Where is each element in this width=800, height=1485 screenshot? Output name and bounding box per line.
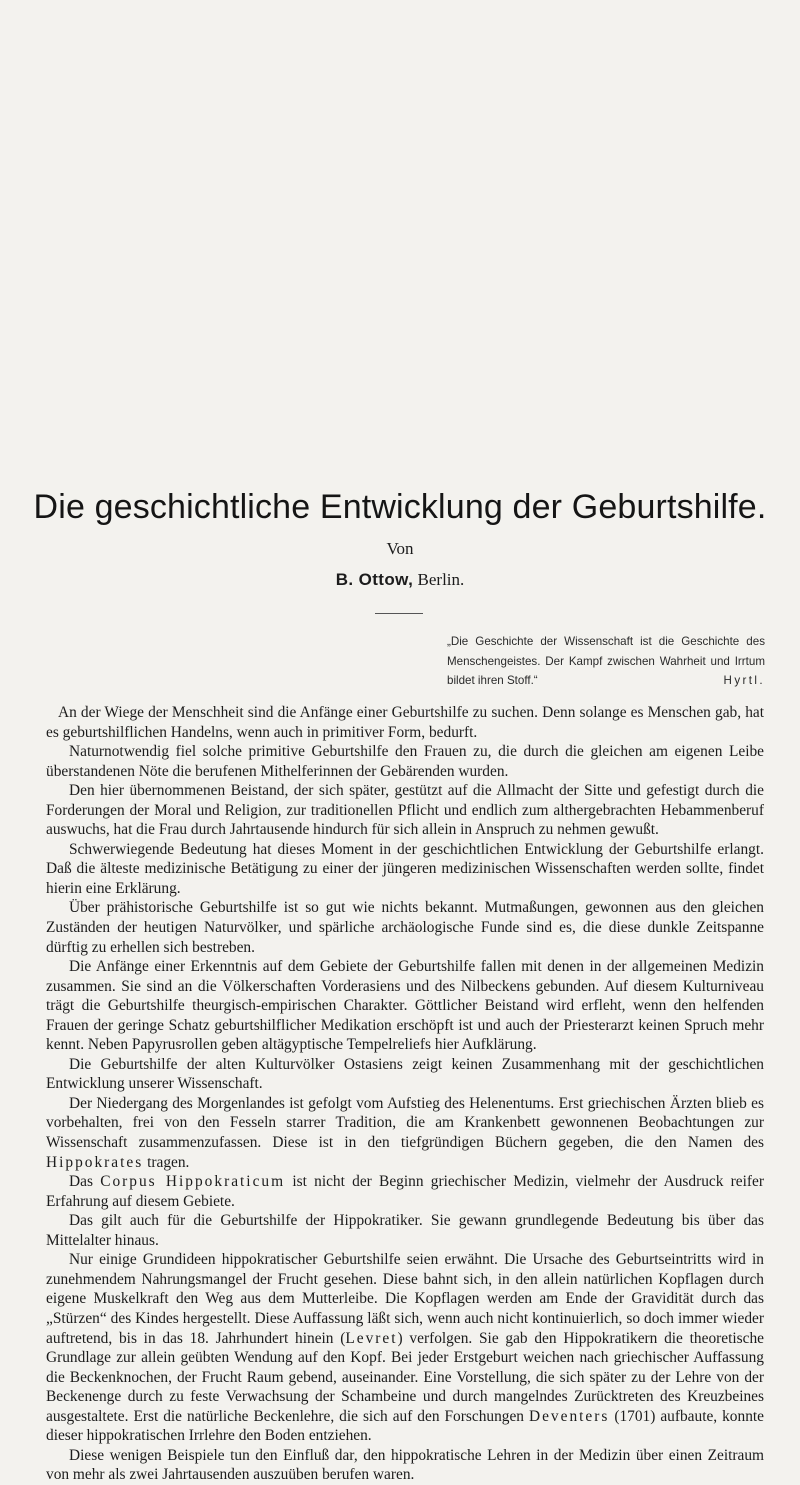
article-body (46, 703, 764, 1485)
paragraph-text: Schwerwiegende Bedeutung hat dieses Moment in der geschichtlichen Entwicklung der Geburtshilfe erlangt. Daß die älteste medizinische Betätigung zu einer der jüngeren medizinischen Wissenschaften werden sollte, findet hierin eine Erklärung. (46, 840, 764, 897)
spaced-emphasis: Corpus Hippokraticum (100, 1173, 286, 1191)
body-paragraph (46, 957, 764, 1055)
body-paragraph (46, 1250, 764, 1445)
body-paragraph (46, 781, 764, 840)
paragraph-text: Das (69, 1173, 101, 1191)
epigraph (447, 632, 765, 691)
spaced-emphasis: Deventers (528, 1407, 610, 1425)
body-paragraph (46, 742, 764, 781)
author-name: B. Ottow, (335, 570, 414, 589)
epigraph-source: Hyrtl. (723, 674, 765, 687)
paragraph-text: Über prähistorische Geburtshilfe ist so gut wie nichts bekannt. Mutmaßungen, gewonnen aus den gleichen Zuständen der heutigen Naturvölker, und spärliche archäologische Funde sind es, die diese dunkle Zeitspanne dürftig zu erhellen sich bestreben. (46, 899, 764, 956)
byline-von: Von (386, 539, 414, 558)
section-rule (375, 613, 423, 614)
paragraph-text: Naturnotwendig fiel solche primitive Geburtshilfe den Frauen zu, die durch die gleichen am eigenen Leibe überstandenen Nöte die berufenen Mithelferinnen der Gebärenden wurden. (46, 743, 764, 780)
paragraph-text: ist nicht der Beginn griechischer Medizin, vielmehr der Ausdruck reifer Erfahrung auf diesem Gebiete. (46, 1173, 764, 1210)
article-title: Die geschichtliche Entwicklung der Geburtshilfe. (33, 488, 767, 526)
paragraph-text: Diese wenigen Beispiele tun den Einfluß dar, den hippokratische Lehren in der Medizin über einen Zeitraum von mehr als zwei Jahrtausenden auszuüben berufen waren. (46, 1446, 764, 1484)
paragraph-text: Den hier übernommenen Beistand, der sich später, gestützt auf die Allmacht der Sitte und gefestigt durch die Forderungen der Moral und Religion, zur traditionellen Pflicht und endlich zum althergebrachten Hebammenberuf auswuchs, hat die Frau durch Jahrtausende hindurch für sich allein in Anspruch zu nehmen gewußt. (46, 782, 764, 839)
body-paragraph (46, 1094, 764, 1172)
body-paragraph (46, 840, 764, 899)
paragraph-text: Die Anfänge einer Erkenntnis auf dem Gebiete der Geburtshilfe fallen mit denen in der allgemeinen Medizin zusammen. Sie sind an die Völkerschaften Vorderasiens und des Nilbeckens gebunden. Auf diesem Kulturniveau trägt die Geburtshilfe theurgisch-empirischen Charakter. Göttlicher Beistand wird erfleht, wenn den helfenden Frauen der geringe Schatz geburtshilflicher Medikation erschöpft ist und auch der Priesterarzt keinen Spruch mehr kennt. Neben Papyrusrollen geben altägyptische Tempelreliefs hier Aufklärung. (46, 958, 764, 1054)
paragraph-text: Das gilt auch für die Geburtshilfe der Hippokratiker. Sie gewann grundlegende Bedeutung bis über das Mittelalter hinaus. (46, 1212, 764, 1249)
body-paragraph (46, 898, 764, 957)
paragraph-text: (1701) aufbaute, konnte dieser hippokratischen Irrlehre den Boden entziehen. (46, 1407, 764, 1445)
paragraph-text: Die Geburtshilfe der alten Kulturvölker Ostasiens zeigt keinen Zusammenhang mit der geschichtlichen Entwicklung unserer Wissenschaft. (46, 1055, 764, 1093)
paragraph-text: Der Niedergang des Morgenlandes ist gefolgt vom Aufstieg des Helenentums. Erst griechischen Ärzten blieb es vorbehalten, frei von den Fesseln starrer Tradition, die am Krankenbett gewonnenen Beobachtungen zur Wissenschaft zusammenzufassen. Diese ist in den tiefgründigen Büchern gegeben, die den Namen des (46, 1094, 764, 1152)
paragraph-text: ) verfolgen. Sie gab den Hippokratikern die theoretische Grundlage zur allein geübten Wendung auf den Kopf. Bei jeder Erstgeburt weichen nach griechischer Auffassung die Beckenknochen, der Frucht Raum gebend, auseinander. Eine Vorstellung, die sich später zu der Lehre von der Beckenenge durch zu feste Verwachsung der Schambeine und durch mangelndes Zurücktreten des Kreuzbeines ausgestaltete. Erst die natürliche Beckenlehre, die sich auf den Forschungen (46, 1329, 764, 1425)
paragraph-text: An der Wiege der Menschheit sind die Anfänge einer Geburtshilfe zu suchen. Denn solange es Menschen gab, hat es geburtshilflichen Handelns, wenn auch in primitiver Form, bedurft. (46, 704, 764, 741)
body-paragraph (46, 1055, 764, 1094)
author-city: Berlin. (417, 570, 465, 589)
body-paragraph (46, 1446, 764, 1485)
epigraph-quote: „Die Geschichte der Wissenschaft ist die Geschichte des Menschengeistes. Der Kampf zwischen Wahrheit und Irrtum bildet ihren Stoff.“ (447, 635, 765, 687)
paragraph-text: tragen. (143, 1153, 190, 1171)
body-paragraph (46, 703, 764, 742)
spaced-emphasis: Levret (345, 1329, 398, 1347)
body-paragraph (46, 1172, 764, 1211)
byline-author (0, 570, 800, 590)
paragraph-text: Nur einige Grundideen hippokratischer Geburtshilfe seien erwähnt. Die Ursache des Geburtseintritts wird in zunehmendem Nahrungsmangel der Frucht gesehen. Diese bahnt sich, in den allein natürlichen Kopflagen durch eigene Muskelkraft den Weg aus dem Mutterleibe. Die Kopflagen werden am Ende der Gravidität durch das „Stürzen“ des Kindes hergestellt. Diese Auffassung läßt sich, wenn auch nicht kontinuierlich, so doch immer wieder auftretend, bis in das 18. Jahrhundert hinein ( (46, 1251, 764, 1347)
spaced-emphasis: Hippokrates (46, 1153, 144, 1171)
body-paragraph (46, 1211, 764, 1250)
